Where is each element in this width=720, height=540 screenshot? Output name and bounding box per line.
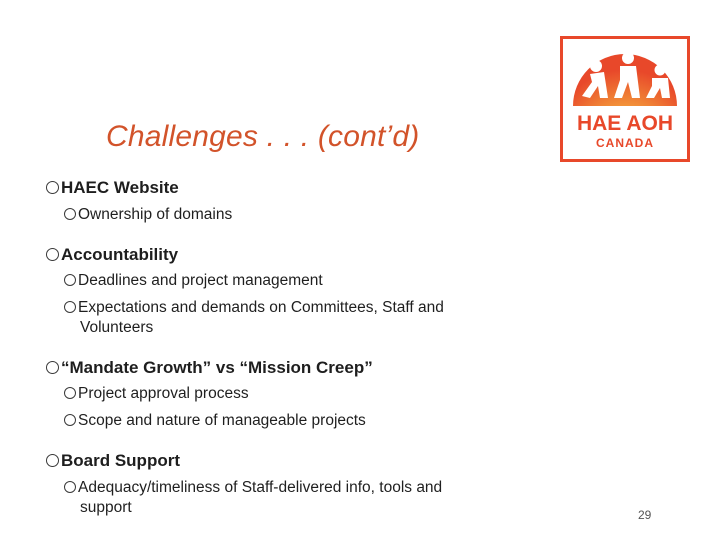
- slide-title: Challenges . . . (cont’d): [106, 120, 420, 153]
- sub-bullet-text: Project approval process: [78, 385, 249, 402]
- hollow-circle-bullet-icon: [64, 301, 76, 313]
- logo-sub-text: CANADA: [596, 136, 654, 150]
- sub-bullet-item: [64, 272, 323, 290]
- sub-bullet-text: Deadlines and project management: [78, 272, 323, 289]
- bullet-item: [46, 451, 180, 471]
- hollow-circle-bullet-icon: [64, 274, 76, 286]
- hollow-circle-bullet-icon: [64, 481, 76, 493]
- bullet-text: “Mandate Growth” vs “Mission Creep”: [61, 358, 373, 377]
- sub-bullet-item: [64, 206, 232, 224]
- sub-bullet-continuation: Volunteers: [80, 319, 154, 336]
- sub-bullet-continuation: support: [80, 499, 132, 516]
- bullet-text: Accountability: [61, 245, 179, 264]
- hollow-circle-bullet-icon: [46, 248, 59, 261]
- page-number: 29: [638, 508, 652, 522]
- hollow-circle-bullet-icon: [64, 387, 76, 399]
- bullet-text: HAEC Website: [61, 178, 179, 197]
- hollow-circle-bullet-icon: [46, 181, 59, 194]
- logo-main-text: HAE AOH: [576, 112, 674, 135]
- hollow-circle-bullet-icon: [46, 454, 59, 467]
- sub-bullet-text: Adequacy/timeliness of Staff-delivered info, tools and: [78, 479, 443, 496]
- sub-bullet-text: Ownership of domains: [78, 206, 233, 223]
- bullet-item: [46, 245, 178, 265]
- bullet-text: Board Support: [61, 451, 180, 470]
- sub-bullet-item: [64, 299, 444, 317]
- sub-bullet-text: Scope and nature of manageable projects: [78, 412, 366, 429]
- sub-bullet-item: [64, 412, 366, 430]
- sub-bullet-item: [64, 479, 442, 497]
- bullet-item: [46, 358, 373, 378]
- bullet-item: [46, 178, 179, 198]
- hollow-circle-bullet-icon: [64, 414, 76, 426]
- hollow-circle-bullet-icon: [64, 208, 76, 220]
- hollow-circle-bullet-icon: [46, 361, 59, 374]
- sub-bullet-text: Expectations and demands on Committees, Staff and: [78, 299, 444, 316]
- sub-bullet-item: [64, 385, 249, 403]
